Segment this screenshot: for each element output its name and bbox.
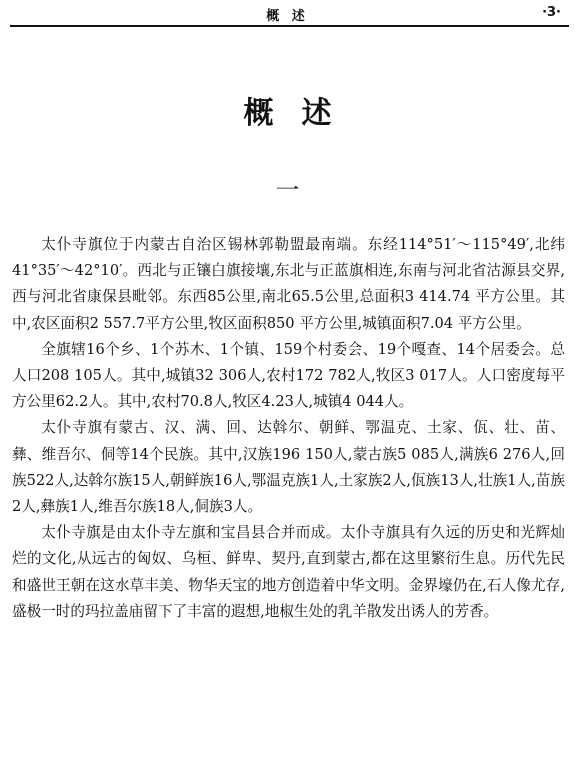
paragraph-location: 太仆寺旗位于内蒙古自治区锡林郭勒盟最南端。东经114°51′～115°49′,北纬41°35′～42°10′。西北与正镶白旗接壤,东北与正蓝旗相连,东南与河北省沽源县交界,西与河北省康保县毗邻。东西85公里,南北65.5公里,总面积3 414.74 平方公里。其中,农区面积2 557.7平方公里,牧区面积850 平方公里,城镇面积7.04 平方公里。 — [12, 236, 565, 332]
paragraph-ethnic-groups: 太仆寺旗有蒙古、汉、满、回、达斡尔、朝鲜、鄂温克、土家、佤、壮、苗、彝、维吾尔、侗等14个民族。其中,汉族196 150人,蒙古族5 085人,满族6 276人,回族522人,达斡尔族15人,朝鲜族16人,鄂温克族1人,土家族2人,佤族13人,壮族1人,苗族2人,彝族1人,维吾尔族18人,侗族3人。 — [12, 419, 565, 516]
section-number: 一 — [275, 176, 300, 204]
body-text — [12, 232, 565, 625]
paragraph-history: 太仆寺旗是由太仆寺左旗和宝昌县合并而成。太仆寺旗具有久远的历史和光辉灿烂的文化,从远古的匈奴、乌桓、鲜卑、契丹,直到蒙古,都在这里繁衍生息。历代先民和盛世王朝在这水草丰美、物华天宝的地方创造着中华文明。金界壕仍在,石人像尤存,盛极一时的玛拉盖庙留下了丰富的遐想,地椒生处的乳羊散发出诱人的芳香。 — [12, 524, 565, 620]
page-number: ·3· — [542, 5, 561, 20]
paragraph-administration: 全旗辖16个乡、1个苏木、1个镇、159个村委会、19个嘎查、14个居委会。总人口208 105人。其中,城镇32 306人,农村172 782人,牧区3 017人。人口密度每平方公里62.2人。其中,农村70.8人,牧区4.23人,城镇4 044人。 — [12, 340, 565, 411]
header-rule — [10, 25, 569, 27]
running-header — [0, 0, 575, 28]
chapter-title: 概述 — [243, 96, 360, 131]
running-header-title: 概 述 — [266, 9, 309, 24]
